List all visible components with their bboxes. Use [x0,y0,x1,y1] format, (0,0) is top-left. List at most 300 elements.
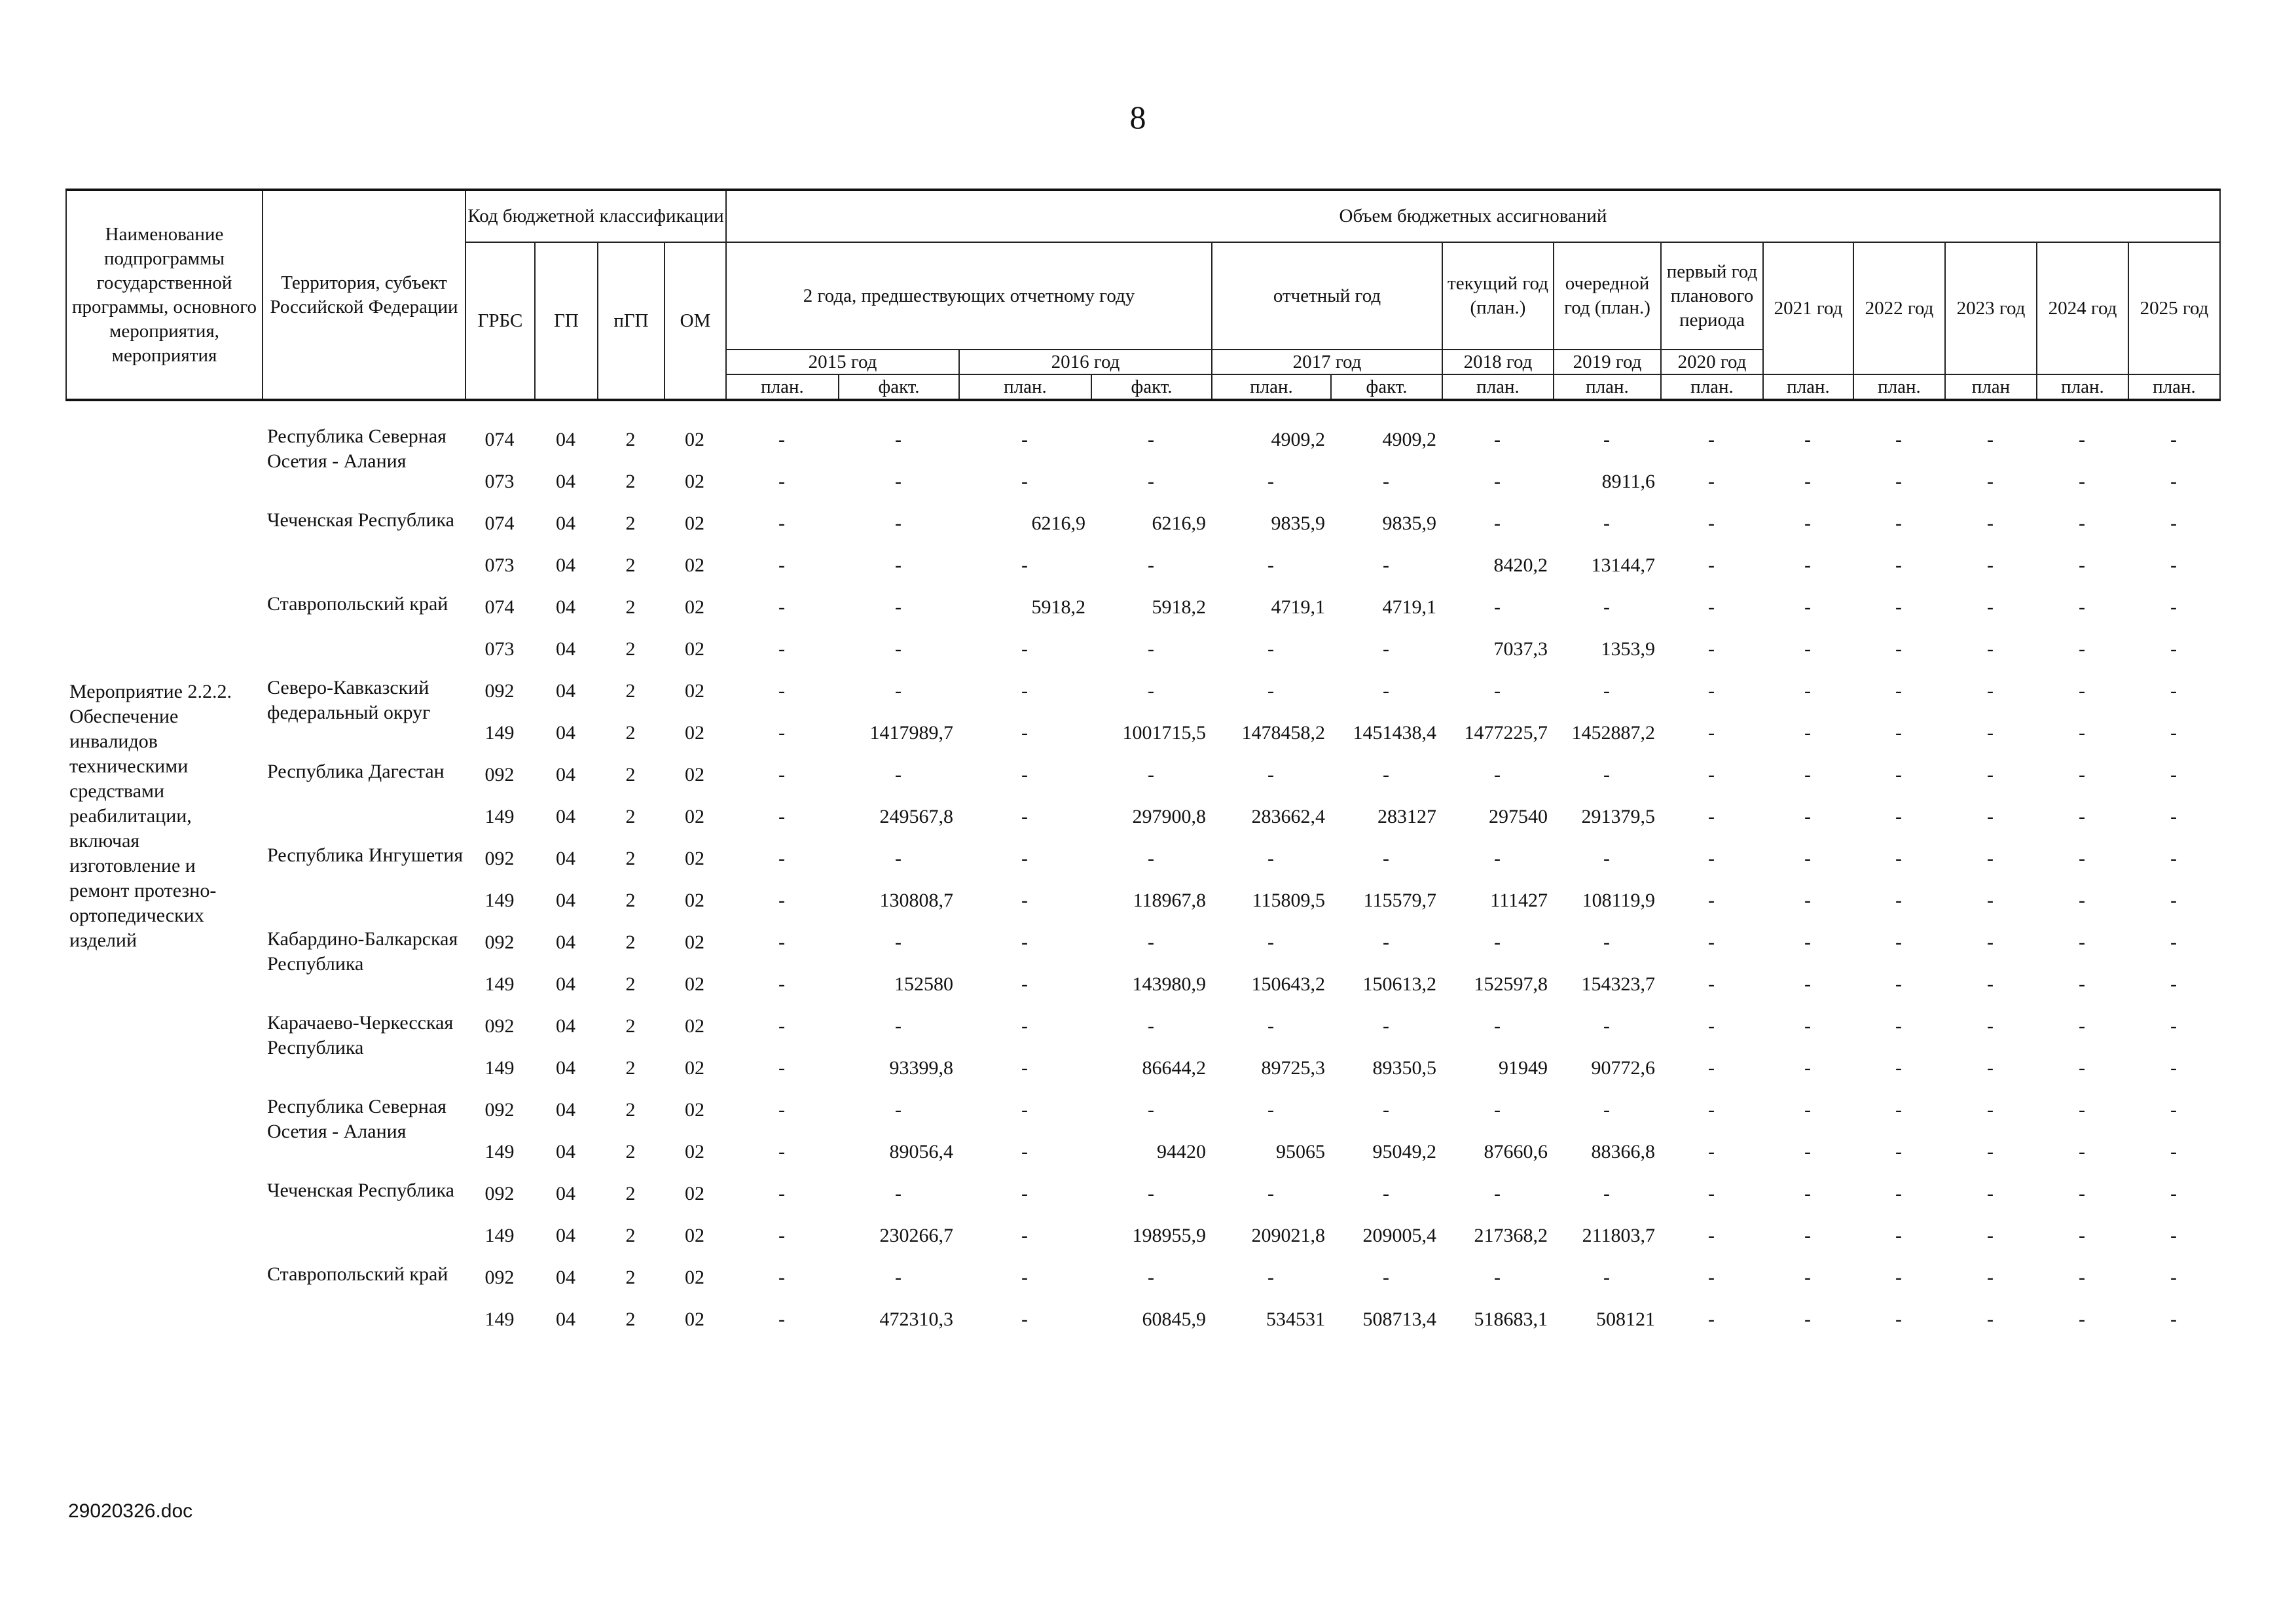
budget-code-cell: 149 [484,1225,515,1246]
budget-code-cell: 04 [556,1057,575,1079]
table-row [65,922,2219,964]
amount-cell: 4909,2 [1271,429,1325,450]
amount-cell: - [1021,471,1028,492]
amount-cell: - [2170,848,2177,869]
amount-cell: - [1895,722,1902,744]
header-current-year: текущий год (план.) [1442,242,1554,350]
amount-cell: 1452887,2 [1571,722,1655,744]
amount-cell: - [2079,931,2085,953]
budget-code-cell: 02 [685,1308,704,1330]
amount-cell: - [1987,1057,1994,1079]
amount-cell: - [2170,513,2177,534]
budget-code-cell: 04 [556,722,575,744]
amount-cell: - [1895,848,1902,869]
header-code-om: ОМ [665,242,726,400]
budget-code-cell: 02 [685,1099,704,1121]
amount-cell: - [1895,429,1902,450]
amount-cell: - [895,554,902,576]
amount-cell: - [2079,764,2085,785]
amount-cell: - [1708,1308,1715,1330]
amount-cell: - [2079,471,2085,492]
amount-cell: - [1708,471,1715,492]
amount-cell: - [2170,596,2177,618]
amount-cell: - [778,890,785,911]
amount-cell: - [2170,890,2177,911]
header-year-2022: 2022 год [1853,242,1945,374]
budget-code-cell: 2 [625,890,636,911]
amount-cell: 94420 [1157,1141,1206,1163]
budget-code-cell: 2 [625,1183,636,1204]
amount-cell: - [1804,513,1811,534]
amount-cell: 249567,8 [879,806,953,827]
header-report-year: отчетный год [1212,242,1442,350]
budget-code-cell: 2 [625,1141,636,1163]
amount-cell: 217368,2 [1474,1225,1548,1246]
table-row [65,586,2219,628]
amount-cell: - [1895,513,1902,534]
header-year-2019: 2019 год [1554,350,1661,374]
territory-name: Республика Ингушетия [267,844,464,866]
header-year-2021: 2021 год [1763,242,1853,374]
header-subhead: факт. [1331,374,1442,400]
amount-cell: - [778,1141,785,1163]
amount-cell: 1417989,7 [869,722,953,744]
amount-cell: - [1804,1267,1811,1288]
amount-cell: - [1708,848,1715,869]
amount-cell: - [1267,764,1274,785]
amount-cell: - [2170,764,2177,785]
amount-cell: - [2079,806,2085,827]
amount-cell: - [1021,1225,1028,1246]
budget-code-cell: 04 [556,1267,575,1288]
amount-cell: 143980,9 [1132,973,1206,995]
amount-cell: - [1987,638,1994,660]
amount-cell: - [1804,973,1811,995]
budget-code-cell: 04 [556,806,575,827]
amount-cell: - [778,1267,785,1288]
amount-cell: - [778,722,785,744]
budget-code-cell: 04 [556,1183,575,1204]
header-subhead: план. [1853,374,1945,400]
budget-code-cell: 02 [685,764,704,785]
amount-cell: - [1987,513,1994,534]
table-header [65,189,2221,401]
amount-cell: - [1148,554,1154,576]
amount-cell: - [2079,1308,2085,1330]
budget-code-cell: 04 [556,1141,575,1163]
amount-cell: - [1804,680,1811,702]
amount-cell: 115809,5 [1252,890,1325,911]
amount-cell: 118967,8 [1133,890,1206,911]
budget-code-cell: 2 [625,680,636,702]
amount-cell: - [1494,429,1501,450]
amount-cell: - [1895,638,1902,660]
header-year-2024: 2024 год [2037,242,2128,374]
amount-cell: - [2079,596,2085,618]
table-row [65,754,2219,796]
amount-cell: 150613,2 [1362,973,1436,995]
header-subhead: план [1945,374,2037,400]
amount-cell: - [2079,638,2085,660]
amount-cell: - [1804,890,1811,911]
amount-cell: - [1494,1183,1501,1204]
amount-cell: - [1494,513,1501,534]
amount-cell: - [1603,513,1610,534]
amount-cell: - [1267,931,1274,953]
amount-cell: 150643,2 [1251,973,1325,995]
header-subhead: план. [1661,374,1763,400]
amount-cell: - [1708,1141,1715,1163]
amount-cell: - [1148,1267,1154,1288]
amount-cell: - [1804,1141,1811,1163]
amount-cell: - [1603,1267,1610,1288]
budget-code-cell: 149 [484,1308,515,1330]
amount-cell: 86644,2 [1142,1057,1206,1079]
table-row [65,1173,2219,1215]
amount-cell: - [1148,429,1154,450]
budget-code-cell: 149 [484,1141,515,1163]
amount-cell: - [778,680,785,702]
amount-cell: - [1383,1183,1389,1204]
amount-cell: - [1267,680,1274,702]
amount-cell: - [1267,1183,1274,1204]
amount-cell: - [1383,931,1389,953]
amount-cell: - [895,513,902,534]
budget-code-cell: 2 [625,973,636,995]
amount-cell: 211803,7 [1582,1225,1655,1246]
budget-code-cell: 2 [625,1308,636,1330]
budget-code-cell: 02 [685,848,704,869]
amount-cell: - [1895,764,1902,785]
amount-cell: - [1804,931,1811,953]
amount-cell: - [2170,1225,2177,1246]
amount-cell: - [1895,1141,1902,1163]
amount-cell: - [1987,1015,1994,1037]
amount-cell: - [778,1099,785,1121]
amount-cell: - [2170,806,2177,827]
amount-cell: 154323,7 [1581,973,1655,995]
amount-cell: - [778,1225,785,1246]
amount-cell: - [1603,764,1610,785]
budget-code-cell: 02 [685,890,704,911]
budget-code-cell: 2 [625,1057,636,1079]
amount-cell: - [2079,973,2085,995]
budget-code-cell: 04 [556,513,575,534]
amount-cell: 108119,9 [1582,890,1655,911]
amount-cell: - [1804,1183,1811,1204]
table-row [65,503,2219,545]
amount-cell: 209005,4 [1362,1225,1436,1246]
amount-cell: - [1603,680,1610,702]
amount-cell: - [2170,554,2177,576]
amount-cell: - [1895,1225,1902,1246]
amount-cell: - [1804,764,1811,785]
amount-cell: - [2079,1141,2085,1163]
amount-cell: - [2079,429,2085,450]
amount-cell: - [778,931,785,953]
budget-code-cell: 02 [685,1057,704,1079]
amount-cell: - [1895,471,1902,492]
amount-cell: - [1267,638,1274,660]
amount-cell: - [1804,848,1811,869]
amount-cell: - [1267,848,1274,869]
amount-cell: - [2079,680,2085,702]
amount-cell: - [1708,890,1715,911]
budget-code-cell: 04 [556,1099,575,1121]
amount-cell: - [1987,1267,1994,1288]
amount-cell: 1451438,4 [1353,722,1436,744]
amount-cell: 9835,9 [1382,513,1436,534]
budget-code-cell: 02 [685,973,704,995]
header-subhead: факт. [839,374,959,400]
amount-cell: - [1708,1225,1715,1246]
amount-cell: 8911,6 [1601,471,1655,492]
amount-cell: - [1895,1308,1902,1330]
amount-cell: 1478458,2 [1241,722,1325,744]
amount-cell: - [1708,638,1715,660]
amount-cell: - [1987,764,1994,785]
amount-cell: - [1494,931,1501,953]
amount-cell: - [2079,1057,2085,1079]
amount-cell: - [1708,1267,1715,1288]
amount-cell: 111427 [1490,890,1548,911]
amount-cell: - [1987,890,1994,911]
budget-code-cell: 02 [685,554,704,576]
amount-cell: 95049,2 [1372,1141,1436,1163]
territory-name: Ставропольский край [267,593,448,615]
amount-cell: - [1603,429,1610,450]
amount-cell: - [1383,554,1389,576]
amount-cell: - [1021,554,1028,576]
header-year-2025: 2025 год [2128,242,2220,374]
budget-code-cell: 02 [685,429,704,450]
budget-code-cell: 04 [556,1225,575,1246]
budget-code-cell: 02 [685,931,704,953]
amount-cell: - [895,429,902,450]
amount-cell: - [1708,429,1715,450]
amount-cell: - [1021,973,1028,995]
budget-code-cell: 092 [484,1099,515,1121]
amount-cell: - [1267,1099,1274,1121]
amount-cell: - [2079,1099,2085,1121]
page-number: 8 [1129,99,1146,135]
amount-cell: - [1987,848,1994,869]
amount-cell: - [2079,1183,2085,1204]
budget-code-cell: 04 [556,764,575,785]
amount-cell: - [895,931,902,953]
amount-cell: - [1021,1183,1028,1204]
amount-cell: - [1383,680,1389,702]
amount-cell: - [1987,722,1994,744]
amount-cell: 89056,4 [889,1141,953,1163]
amount-cell: - [1895,1099,1902,1121]
amount-cell: 291379,5 [1581,806,1655,827]
budget-code-cell: 149 [484,890,515,911]
amount-cell: - [2170,471,2177,492]
amount-cell: - [1987,1141,1994,1163]
amount-cell: - [1148,638,1154,660]
amount-cell: - [778,806,785,827]
amount-cell: - [2079,1267,2085,1288]
budget-code-cell: 092 [484,1183,515,1204]
amount-cell: - [1603,1015,1610,1037]
amount-cell: - [1603,1099,1610,1121]
amount-cell: 130808,7 [879,890,953,911]
amount-cell: - [1148,1015,1154,1037]
amount-cell: - [1021,848,1028,869]
header-subhead: план. [1554,374,1661,400]
amount-cell: - [1708,596,1715,618]
amount-cell: - [1267,471,1274,492]
amount-cell: 5918,2 [1031,596,1085,618]
amount-cell: - [1708,554,1715,576]
amount-cell: - [778,638,785,660]
table-row [65,1089,2219,1131]
amount-cell: - [1021,764,1028,785]
amount-cell: 230266,7 [879,1225,953,1246]
budget-code-cell: 092 [484,931,515,953]
amount-cell: - [1383,1099,1389,1121]
header-year-2017: 2017 год [1212,350,1442,374]
amount-cell: - [1708,764,1715,785]
amount-cell: - [778,554,785,576]
budget-code-cell: 02 [685,513,704,534]
amount-cell: - [1987,1308,1994,1330]
amount-cell: - [1708,680,1715,702]
territory-name: Кабардино-Балкарская Республика [267,928,458,975]
amount-cell: - [778,1015,785,1037]
budget-code-cell: 149 [484,806,515,827]
amount-cell: - [2170,1057,2177,1079]
amount-cell: - [1895,554,1902,576]
amount-cell: - [1021,1267,1028,1288]
budget-code-cell: 04 [556,890,575,911]
amount-cell: - [778,973,785,995]
budget-code-cell: 02 [685,471,704,492]
amount-cell: - [2170,680,2177,702]
amount-cell: - [2170,638,2177,660]
budget-code-cell: 2 [625,596,636,618]
amount-cell: - [778,1057,785,1079]
amount-cell: - [1267,1015,1274,1037]
amount-cell: - [1708,1015,1715,1037]
amount-cell: - [1021,931,1028,953]
budget-code-cell: 02 [685,1225,704,1246]
amount-cell: 508713,4 [1362,1308,1436,1330]
amount-cell: - [1021,890,1028,911]
amount-cell: - [1987,596,1994,618]
budget-code-cell: 2 [625,848,636,869]
amount-cell: - [1708,931,1715,953]
amount-cell: 8420,2 [1493,554,1548,576]
amount-cell: - [1895,1015,1902,1037]
measure-label: Мероприятие 2.2.2. Обеспечение инвалидов техническими средствами реабилитации, включая изготовление и ремонт протезно-ортопедических изделий [69,681,232,951]
budget-code-cell: 2 [625,513,636,534]
amount-cell: - [2170,1183,2177,1204]
amount-cell: 508121 [1596,1308,1655,1330]
amount-cell: - [2079,722,2085,744]
amount-cell: 60845,9 [1142,1308,1206,1330]
budget-code-cell: 2 [625,1099,636,1121]
amount-cell: - [1603,931,1610,953]
amount-cell: - [1804,429,1811,450]
header-volume-group: Объем бюджетных ассигнований [726,190,2220,242]
territory-name: Карачаево-Черкесская Республика [267,1012,454,1058]
amount-cell: 283662,4 [1251,806,1325,827]
budget-code-cell: 149 [484,1057,515,1079]
amount-cell: - [1987,429,1994,450]
budget-code-cell: 149 [484,722,515,744]
budget-code-cell: 2 [625,429,636,450]
amount-cell: - [1021,806,1028,827]
amount-cell: 518683,1 [1474,1308,1548,1330]
amount-cell: - [895,764,902,785]
budget-code-cell: 02 [685,638,704,660]
header-subhead: план. [2128,374,2220,400]
amount-cell: - [1804,1015,1811,1037]
amount-cell: - [1804,554,1811,576]
amount-cell: 115579,7 [1363,890,1436,911]
amount-cell: - [1148,764,1154,785]
budget-code-cell: 04 [556,638,575,660]
budget-code-cell: 04 [556,973,575,995]
amount-cell: - [1987,680,1994,702]
amount-cell: - [1267,1267,1274,1288]
amount-cell: - [1494,1099,1501,1121]
amount-cell: - [895,1183,902,1204]
amount-cell: 4909,2 [1382,429,1436,450]
header-code-gp: ГП [535,242,598,400]
amount-cell: - [1804,596,1811,618]
amount-cell: - [778,596,785,618]
header-year-2015: 2015 год [726,350,959,374]
amount-cell: - [895,1099,902,1121]
table-row [65,1005,2219,1047]
amount-cell: - [2170,1141,2177,1163]
amount-cell: - [1021,429,1028,450]
amount-cell: - [2170,1015,2177,1037]
amount-cell: - [1987,931,1994,953]
amount-cell: 472310,3 [879,1308,953,1330]
amount-cell: - [1021,1015,1028,1037]
amount-cell: - [2170,429,2177,450]
amount-cell: - [1708,1057,1715,1079]
budget-code-cell: 04 [556,680,575,702]
amount-cell: - [895,638,902,660]
measure-label-cell [65,419,262,1341]
amount-cell: - [778,848,785,869]
amount-cell: - [1895,596,1902,618]
amount-cell: 13144,7 [1591,554,1655,576]
amount-cell: 1001715,5 [1122,722,1206,744]
header-code-group: Код бюджетной классификации [465,190,726,242]
territory-name: Ставропольский край [267,1263,448,1285]
amount-cell: - [1383,1267,1389,1288]
amount-cell: - [2170,1099,2177,1121]
amount-cell: - [1494,764,1501,785]
header-subhead: факт. [1091,374,1212,400]
budget-code-cell: 074 [484,513,515,534]
amount-cell: 90772,6 [1591,1057,1655,1079]
budget-code-cell: 02 [685,1183,704,1204]
territory-name: Чеченская Республика [267,1180,454,1201]
amount-cell: - [1494,1267,1501,1288]
budget-code-cell: 04 [556,848,575,869]
amount-cell: 4719,1 [1382,596,1436,618]
table-row [65,1257,2219,1299]
budget-code-cell: 2 [625,638,636,660]
amount-cell: - [1021,680,1028,702]
